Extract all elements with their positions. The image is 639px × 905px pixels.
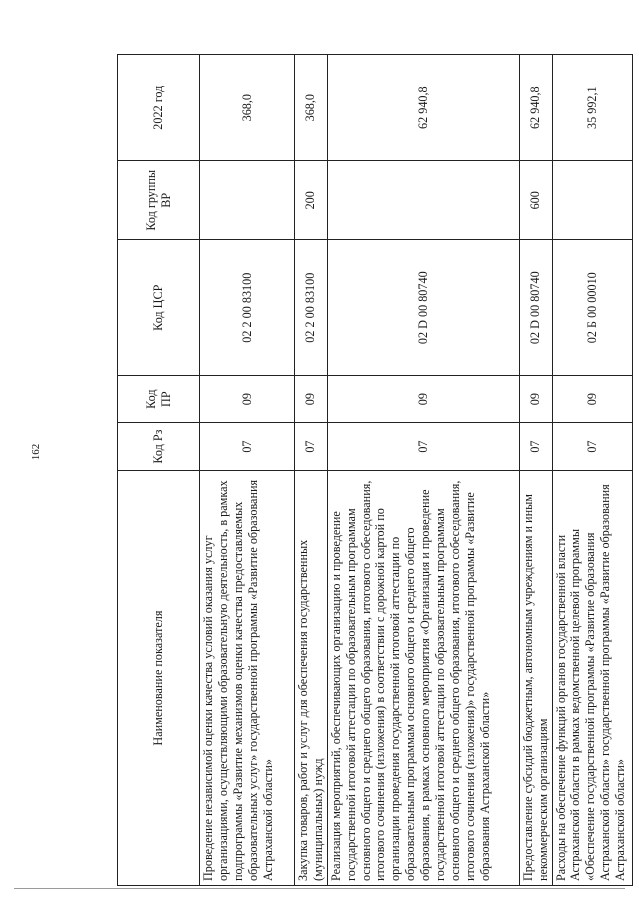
- cell-vr: [552, 161, 632, 240]
- cell-amount: 35 992,1: [552, 55, 632, 161]
- cell-csr: 02 2 00 83100: [295, 240, 328, 376]
- header-name: Наименование показателя: [118, 471, 200, 886]
- cell-pr: 09: [552, 376, 632, 423]
- budget-table: [117, 54, 633, 886]
- cell-csr: 02 Б 00 00010: [552, 240, 632, 376]
- cell-amount: 368,0: [295, 55, 328, 161]
- header-csr: Код ЦСР: [118, 240, 200, 376]
- table-row: [519, 55, 552, 886]
- header-rz: Код Рз: [118, 423, 200, 471]
- table-header-row: [118, 55, 200, 886]
- table-row: [295, 55, 328, 886]
- cell-amount: 62 940,8: [519, 55, 552, 161]
- cell-rz: 07: [327, 423, 519, 471]
- cell-rz: 07: [295, 423, 328, 471]
- cell-pr: 09: [327, 376, 519, 423]
- table-row: [552, 55, 632, 886]
- header-vr: Код группы ВР: [118, 161, 200, 240]
- cell-pr: 09: [295, 376, 328, 423]
- page-bottom-rule: [14, 888, 625, 889]
- rotated-table-container: [117, 54, 627, 886]
- cell-rz: 07: [200, 423, 295, 471]
- cell-amount: 368,0: [200, 55, 295, 161]
- cell-name: Закупка товаров, работ и услуг для обеспечения государственных (муниципальных) нужд: [295, 471, 328, 886]
- cell-rz: 07: [519, 423, 552, 471]
- header-pr: Код ПР: [118, 376, 200, 423]
- cell-vr: [200, 161, 295, 240]
- header-year: 2022 год: [118, 55, 200, 161]
- cell-name: Проведение независимой оценки качества условий оказания услуг организациями, осуществляющими образовательную деятельность, в рамках подпрограммы «Развитие механизмов оценки качества предоставляемых образовательных услуг» государственной программы «Развитие образования Астраханской области»: [200, 471, 295, 886]
- cell-vr: 200: [295, 161, 328, 240]
- cell-pr: 09: [519, 376, 552, 423]
- cell-pr: 09: [200, 376, 295, 423]
- table-row: [327, 55, 519, 886]
- cell-csr: 02 D 00 80740: [519, 240, 552, 376]
- cell-csr: 02 2 00 83100: [200, 240, 295, 376]
- table-row: [200, 55, 295, 886]
- cell-name: Предоставление субсидий бюджетным, автономным учреждениям и иным некоммерческим организациям: [519, 471, 552, 886]
- cell-amount: 62 940,8: [327, 55, 519, 161]
- cell-vr: 600: [519, 161, 552, 240]
- cell-vr: [327, 161, 519, 240]
- page-number: 162: [30, 443, 42, 461]
- cell-csr: 02 D 00 80740: [327, 240, 519, 376]
- cell-name: Реализация мероприятий, обеспечивающих организацию и проведение государственной итоговой аттестации по образовательным программам основного общего и среднего общего образования, итогового собеседования, итогового сочинения (изложения) в соответствии с дорожной картой по организации проведения государственной итоговой аттестации по образовательным программам основного общего и среднего общего образования, в рамках основного мероприятия «Организация и проведение государственной итоговой аттестации по образовательным программам основного общего и среднего общего образования, итогового собеседования, итогового сочинения (изложения)» государственной программы «Развитие образования Астраханской области»: [327, 471, 519, 886]
- cell-name: Расходы на обеспечение функций органов государственной власти Астраханской области в рамках ведомственной целевой программы «Обеспечение государственной программы «Развитие образования Астраханской области» государственной программы «Развитие образования Астраханской области»: [552, 471, 632, 886]
- cell-rz: 07: [552, 423, 632, 471]
